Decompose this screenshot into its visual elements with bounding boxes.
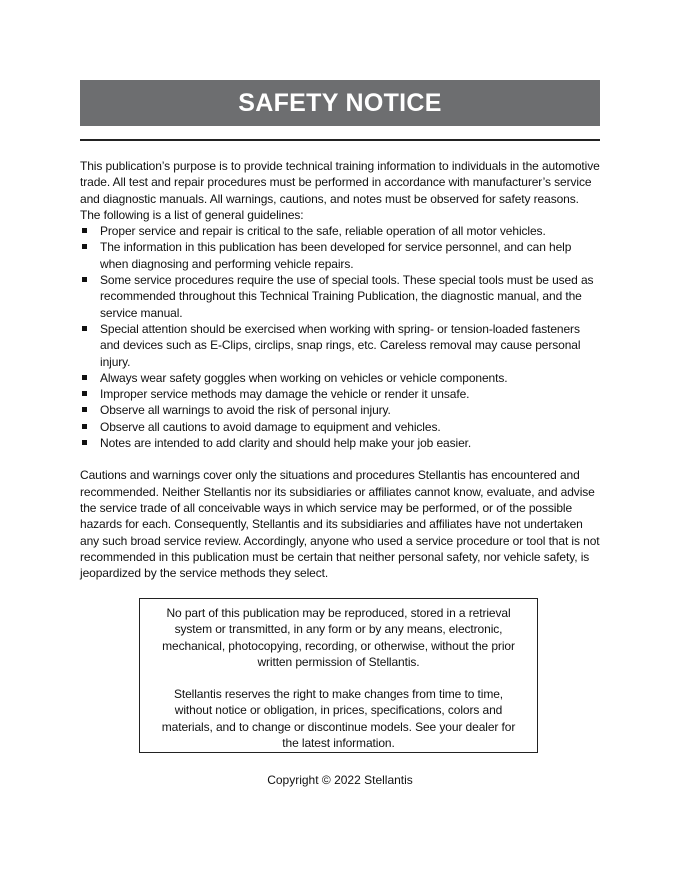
guideline-item bbox=[80, 435, 600, 451]
cautions-paragraph: Cautions and warnings cover only the situations and procedures Stellantis has encountered and recommended. Neither Stellantis nor its subsidiaries or affiliates cannot know, evaluate, and advise the service trade of all conceivable ways in which service may be performed, or of the possible hazards for each. Consequently, Stellantis and its subsidiaries and affiliates have not undertaken any such broad service review. Accordingly, anyone who used a service procedure or tool that is not recommended in this publication must be certain that neither personal safety, nor vehicle safety, is jeopardized by the service methods they select. bbox=[80, 468, 600, 581]
bullet-icon bbox=[82, 244, 87, 249]
guideline-item bbox=[80, 402, 600, 418]
guideline-item bbox=[80, 239, 600, 272]
legal-notice-box bbox=[139, 598, 538, 753]
guidelines-list bbox=[80, 223, 600, 451]
guideline-item bbox=[80, 321, 600, 370]
bullet-icon bbox=[82, 277, 87, 282]
bullet-icon bbox=[82, 228, 87, 233]
intro-paragraph: This publication’s purpose is to provide technical training information to individuals in the automotive trade. All test and repair procedures must be performed in accordance with manufacturer’s service and diagnostic manuals. All warnings, cautions, and notes must be observed for safety reasons. The following is a list of general guidelines: bbox=[80, 159, 600, 222]
guideline-text: Proper service and repair is critical to the safe, reliable operation of all motor vehicles. bbox=[100, 224, 546, 239]
guideline-text: Always wear safety goggles when working on vehicles or vehicle components. bbox=[100, 370, 508, 385]
guideline-item bbox=[80, 370, 600, 386]
guideline-text: Special attention should be exercised when working with spring- or tension-loaded fasteners and devices such as E-Clips, circlips, snap rings, etc. Careless removal may cause personal injury. bbox=[100, 321, 581, 369]
bullet-icon bbox=[82, 326, 87, 331]
guideline-text: Improper service methods may damage the vehicle or render it unsafe. bbox=[100, 387, 470, 402]
guideline-text: Observe all warnings to avoid the risk of personal injury. bbox=[100, 403, 391, 418]
bullet-icon bbox=[82, 440, 87, 445]
bullet-icon bbox=[82, 391, 87, 396]
guideline-item bbox=[80, 419, 600, 435]
guideline-text: The information in this publication has been developed for service personnel, and can help when diagnosing and performing vehicle repairs. bbox=[100, 240, 572, 271]
safety-notice-banner bbox=[80, 80, 600, 126]
guideline-text: Some service procedures require the use of special tools. These special tools must be used as recommended throughout this Technical Training Publication, the diagnostic manual, and the service manual. bbox=[100, 273, 594, 320]
notice-body bbox=[80, 158, 600, 581]
copyright-line: Copyright © 2022 Stellantis bbox=[267, 773, 413, 787]
header-divider bbox=[80, 139, 600, 141]
bullet-icon bbox=[82, 375, 87, 380]
guideline-text: Notes are intended to add clarity and should help make your job easier. bbox=[100, 436, 472, 451]
guideline-item bbox=[80, 386, 600, 402]
page-title: SAFETY NOTICE bbox=[238, 88, 442, 117]
guideline-item bbox=[80, 223, 600, 239]
reproduction-notice: No part of this publication may be reproduced, stored in a retrieval system or transmitted, in any form or by any means, electronic, mechanical, photocopying, recording, or otherwise, without the prior written permission of Stellantis. bbox=[162, 606, 515, 669]
guideline-text: Observe all cautions to avoid damage to equipment and vehicles. bbox=[100, 419, 441, 434]
bullet-icon bbox=[82, 407, 87, 412]
rights-notice: Stellantis reserves the right to make changes from time to time, without notice or obligation, in prices, specifications, colors and materials, and to change or discontinue models. See your dealer for the latest information. bbox=[161, 687, 516, 751]
bullet-icon bbox=[82, 424, 87, 429]
guideline-item bbox=[80, 272, 600, 321]
